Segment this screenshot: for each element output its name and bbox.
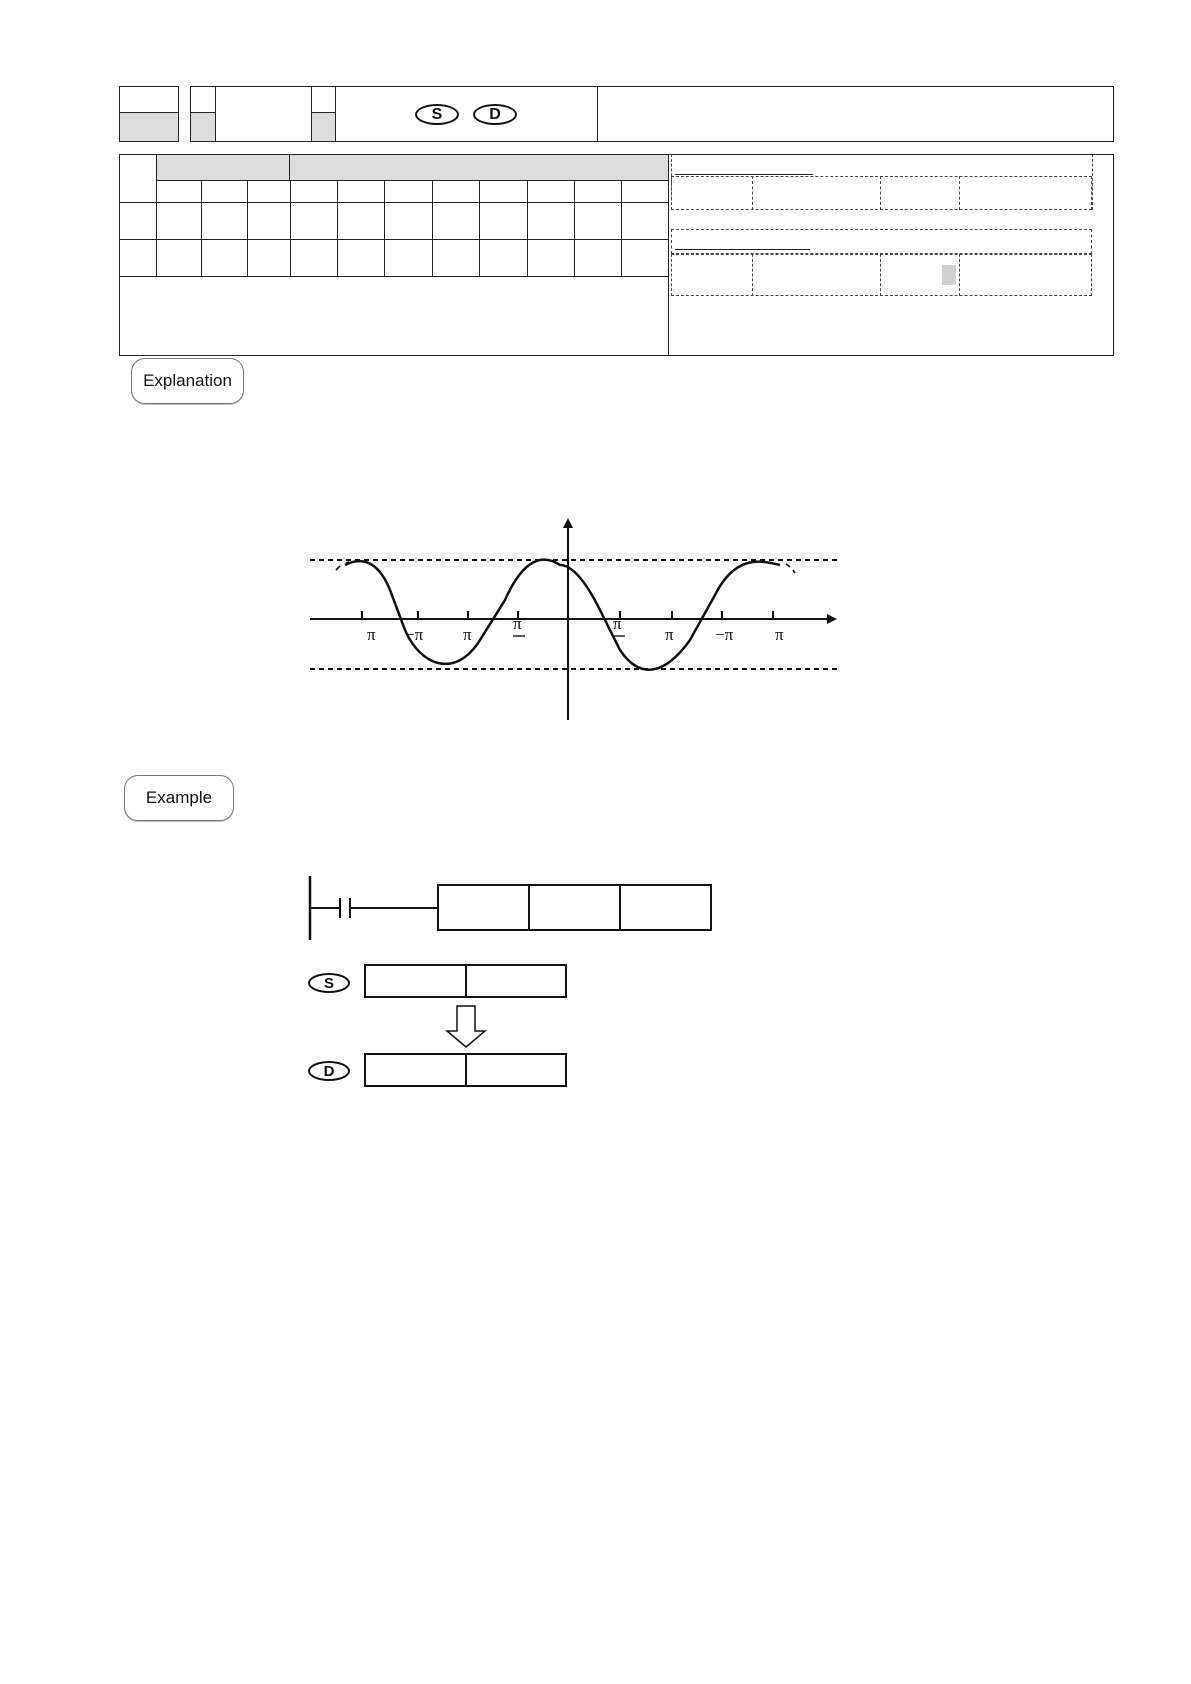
word-devices-header xyxy=(290,155,668,180)
divider xyxy=(574,180,575,276)
curve-start-dots xyxy=(336,562,349,570)
divider xyxy=(959,254,960,296)
suffix-shade xyxy=(312,113,335,141)
pulse-title-box xyxy=(671,229,1092,254)
function-description-cell xyxy=(597,86,1114,142)
source-operand-icon: S xyxy=(415,104,459,125)
curve-end-dots xyxy=(786,564,795,573)
api-number-shade xyxy=(120,112,178,141)
section-underline xyxy=(675,249,810,250)
pi-label: −π xyxy=(405,625,424,644)
instruction-box xyxy=(438,885,711,930)
divider xyxy=(247,180,248,276)
down-arrow-icon xyxy=(447,1006,485,1047)
bit-devices-header xyxy=(156,155,290,180)
divider xyxy=(527,180,528,276)
divider xyxy=(201,180,202,276)
divider xyxy=(337,180,338,276)
pi-label: π xyxy=(665,625,674,644)
pi-label: −π xyxy=(715,625,734,644)
divider xyxy=(668,154,669,356)
divider xyxy=(119,276,668,277)
divider xyxy=(432,180,433,276)
explanation-button[interactable]: Explanation xyxy=(131,358,244,404)
divider xyxy=(1092,154,1093,210)
pulse-shade xyxy=(942,265,956,285)
example-button[interactable]: Example xyxy=(124,775,234,821)
divider xyxy=(959,176,960,210)
dest-operand-icon: D xyxy=(473,104,517,125)
divider xyxy=(752,254,753,296)
pi-label: π xyxy=(513,614,522,633)
divider xyxy=(880,176,881,210)
prefix-shade xyxy=(191,113,215,141)
divider xyxy=(156,154,157,276)
divider xyxy=(290,180,291,276)
divider xyxy=(880,254,881,296)
divider xyxy=(384,180,385,276)
pi-label: π xyxy=(463,625,472,644)
pi-label: π xyxy=(613,614,622,633)
divider xyxy=(335,86,336,142)
pulse-row xyxy=(671,254,1092,296)
divider xyxy=(621,180,622,276)
divider xyxy=(156,180,668,181)
divider xyxy=(479,180,480,276)
steps-row xyxy=(671,176,1092,210)
dest-operand-icon: D xyxy=(308,1061,350,1081)
source-operand-icon: S xyxy=(308,973,350,993)
divider xyxy=(215,86,216,142)
cosine-curve xyxy=(345,560,780,670)
ladder-diagram xyxy=(300,870,720,1090)
section-underline xyxy=(675,174,813,175)
pi-label: π xyxy=(775,625,784,644)
divider xyxy=(752,176,753,210)
mnemonic-cell xyxy=(190,86,598,142)
cosine-graph xyxy=(300,505,845,725)
pi-label: π xyxy=(367,625,376,644)
